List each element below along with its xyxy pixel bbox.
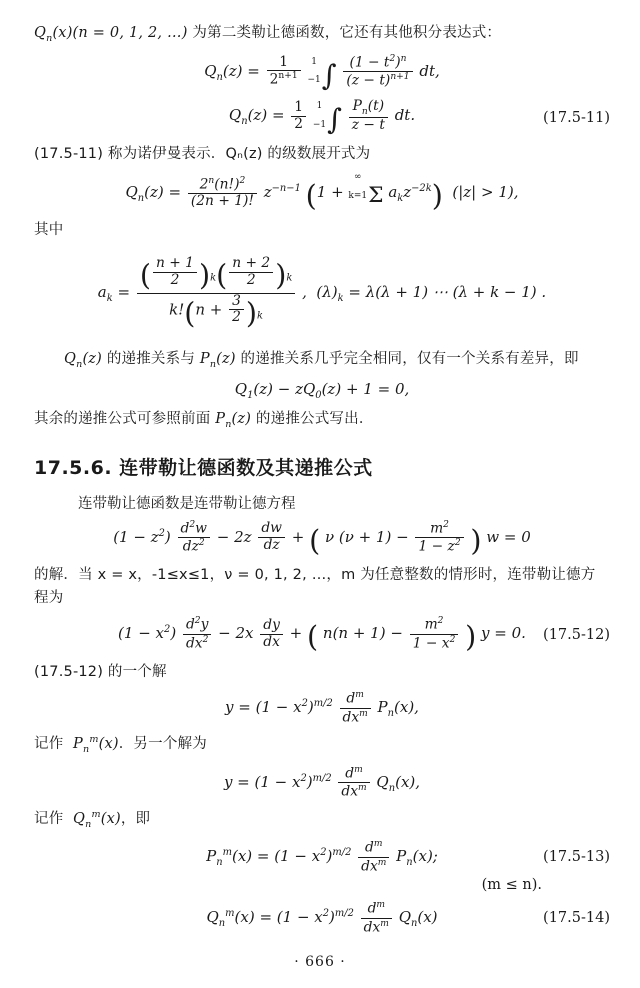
- paragraph-remaining: [34, 408, 610, 433]
- math-inline-qnm: $Q_n^m(x)$: [68, 808, 121, 830]
- equation-17-5-14: $Q_n^m(x) = (1 - x^2)^{m/2}$ $\frac{d^m}{dx^m}$ $Q_n(x)$ (17.5-14): [206, 900, 610, 936]
- equation-integral-form-1: $Q_n(z)$ = $\frac{1}{2^{n+1}}$ 1 −1 ∫ $\frac{(1 - t^2)^n}{(z - t)^{n+1}}$ dt,: [204, 53, 440, 92]
- paragraph-denote-q: [34, 808, 610, 833]
- paragraph-denote-q-text-b: ，即: [120, 810, 151, 827]
- equation-series-expansion: $Q_n(z)$ = $\frac{2^n(n!)^2}{(2n + 1)!}$ $z^{-n-1}$ (1 + ∞ k=1 Σ $a_kz^{-2k}$) (|z| > 1),: [125, 171, 519, 213]
- paragraph-denote-p-text-b: ．另一个解为: [118, 735, 207, 752]
- paragraph-neumann: (17.5-11) 称为诺伊曼表示．Qₙ(z) 的级数展开式为: [34, 146, 371, 163]
- paragraph-solution-condition: 的解．当 x = x，-1≤x≤1，ν = 0, 1, 2, …，m 为任意整数的情形时，连带勒让德方程为: [34, 567, 596, 606]
- paragraph-one-solution: (17.5-12) 的一个解: [34, 663, 167, 680]
- paragraph-denote-p: [34, 733, 610, 758]
- paragraph-remaining-text-a: 其余的递推公式可参照前面: [34, 410, 211, 427]
- section-heading: 17.5.6. 连带勒让德函数及其递推公式: [34, 456, 373, 479]
- equation-17-5-12: $(1 - x^2)$ $\frac{d^2y}{dx^2}$ − 2x $\frac{dy}{dx}$ + ( n(n + 1) − $\frac{m^2}{1 - x^2}$ ) y = 0. (17.5-12): [118, 616, 610, 654]
- paragraph-denote-p-text-a: 记作: [34, 735, 64, 752]
- equation-tag-17-5-14: (17.5-14): [543, 910, 610, 927]
- paragraph-recurrence: [34, 348, 610, 373]
- page-number: · 666 ·: [294, 954, 346, 970]
- condition-m-le-n: (m ≤ n).: [481, 877, 542, 894]
- page-content: [34, 22, 610, 943]
- paragraph-denote-q-text-a: 记作: [34, 810, 64, 827]
- equation-associated-legendre: $(1 - z^2)$ $\frac{d^2w}{dz^2}$ − 2z $\frac{dw}{dz}$ + ( ν (ν + 1) − $\frac{m^2}{1 - z^2}$ ) w = 0: [113, 519, 531, 558]
- equation-recurrence-relation: $Q_1(z) - zQ_0(z) + 1 = 0$,: [234, 379, 410, 401]
- equation-tag-17-5-12: (17.5-12): [543, 626, 610, 643]
- paragraph-where: 其中: [34, 222, 64, 239]
- equation-solution-p: $y = (1 - x^2)^{m/2}$ $\frac{d^m}{dx^m}$ $P_n(x)$,: [225, 690, 419, 726]
- equation-17-5-11: $Q_n(z)$ = $\frac{1}{2}$ 1 −1 ∫ $\frac{P_n(t)}{z - t}$ dt. (17.5-11): [228, 97, 610, 137]
- math-inline-pn-z-2: $P_n(z)$: [215, 410, 252, 430]
- equation-coefficient-ak: $a_k$ = ( $\frac{n + 1}{2}$ )$_k$( $\frac{n + 2}{2}$ )$_k$ k!(n + $\frac{3}{2}$ )$_k$ , $(\lambda)_k = \lambda(\lambda + 1)$ ⋯ (λ + k − 1) .: [97, 254, 547, 330]
- math-inline-qn-z: $Q_n(z)$: [64, 351, 103, 371]
- paragraph-assoc-intro: 连带勒让德函数是连带勒让德方程: [78, 495, 296, 512]
- paragraph-intro-text: 为第二类勒让德函数，它还有其他积分表达式：: [192, 25, 502, 41]
- paragraph-intro: [34, 22, 610, 47]
- paragraph-recurrence-text-b: 的递推关系几乎完全相同，仅有一个关系有差异，即: [240, 351, 579, 368]
- paragraph-remaining-text-b: 的递推公式写出．: [255, 410, 374, 427]
- equation-tag-17-5-13: (17.5-13): [543, 849, 610, 866]
- math-inline-pn-z: $P_n(z)$: [199, 351, 236, 371]
- equation-solution-q: $y = (1 - x^2)^{m/2}$ $\frac{d^m}{dx^m}$ $Q_n(x)$,: [223, 764, 421, 800]
- paragraph-recurrence-text-a: 的递推关系与: [106, 351, 196, 368]
- math-inline-qn: $Q_n(x)(n = 0$, 1, 2, …): [34, 25, 188, 44]
- equation-tag-17-5-11: (17.5-11): [543, 109, 610, 126]
- equation-17-5-13: $P_n^m(x) = (1 - x^2)^{m/2}$ $\frac{d^m}{dx^m}$ $P_n(x)$; (17.5-13): [206, 839, 610, 875]
- math-inline-pnm: $P_n^m(x)$: [68, 734, 119, 755]
